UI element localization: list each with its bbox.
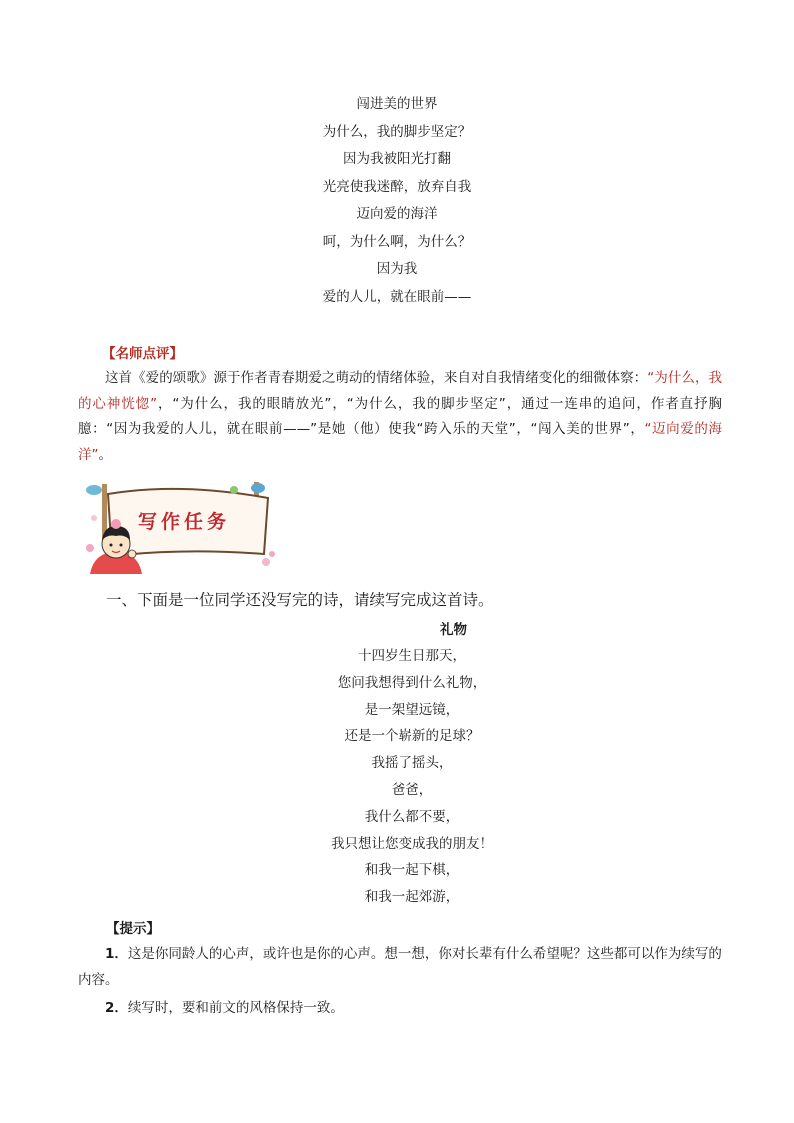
poem-line: 为什么，我的脚步坚定？ xyxy=(322,123,472,140)
teacher-comment-paragraph xyxy=(78,366,722,468)
comment-text: ， xyxy=(331,395,347,412)
poem-line: 我只想让您变成我的朋友！ xyxy=(331,835,493,852)
hint-item-1 xyxy=(78,942,722,993)
hints-heading: 【提示】 xyxy=(106,921,160,937)
teacher-comment-heading: 【名师点评】 xyxy=(102,346,183,362)
poem-line: 您问我想得到什么礼物， xyxy=(337,674,487,691)
comment-text: 这首《爱的颂歌》源于作者青春期爱之萌动的情绪体验，来自对自我情绪变化的细微体察： xyxy=(105,370,648,386)
poem-line: 呵，为什么啊，为什么？ xyxy=(322,233,472,250)
comment-text: “为什么，我的脚步坚定” xyxy=(346,395,506,412)
poem-line: 爸爸， xyxy=(391,781,433,798)
hint-item-2 xyxy=(105,996,344,1022)
comment-quote: “迈向爱的海洋” xyxy=(78,421,722,463)
comment-text: “闯入美的世界” xyxy=(530,421,630,437)
comment-text: “为什么，我的眼睛放光” xyxy=(172,395,332,412)
poem-line: 爱的人儿，就在眼前—— xyxy=(322,288,472,305)
poem-line: 因为我 xyxy=(376,261,418,277)
task-question: 一、下面是一位同学还没写完的诗，请续写完成这首诗。 xyxy=(106,591,494,609)
comment-text: ， xyxy=(629,421,645,437)
poem-title: 礼物 xyxy=(440,622,467,638)
poem-line: 我摇了摇头， xyxy=(371,755,453,772)
writing-task-banner xyxy=(80,478,276,574)
banner-title: 写作任务 xyxy=(137,511,231,533)
poem-line: 还是一个崭新的足球？ xyxy=(344,728,480,745)
poem-line: 光亮使我迷醉，放弃自我 xyxy=(322,178,472,195)
comment-quote: “为什么，我的心神恍惚” xyxy=(78,370,723,412)
poem-line: 我什么都不要， xyxy=(364,808,460,825)
comment-text: “跨入乐的天堂” xyxy=(416,421,516,437)
hint-text: 续写时，要和前文的风格保持一致。 xyxy=(127,1000,344,1016)
hint-number: 1． xyxy=(105,946,128,962)
poem-line: 闯进美的世界 xyxy=(356,96,438,112)
poem-line: 和我一起郊游， xyxy=(364,889,460,906)
poem-line: 和我一起下棋， xyxy=(364,862,460,879)
comment-text: ，通过一连串的追问，作者直抒胸臆： xyxy=(78,395,722,437)
poem-line: 是一架望远镜， xyxy=(364,701,460,718)
comment-text: ， xyxy=(515,421,531,437)
hint-number: 2． xyxy=(105,1000,128,1016)
comment-text: “因为我爱的人儿，就在眼前——” xyxy=(106,421,318,437)
comment-text: ， xyxy=(157,395,173,412)
comment-text: 。 xyxy=(98,446,112,463)
poem-line: 迈向爱的海洋 xyxy=(356,206,438,222)
poem-line: 十四岁生日那天， xyxy=(358,648,466,664)
poem-love-ode xyxy=(0,94,794,314)
poem-line: 因为我被阳光打翻 xyxy=(343,151,451,167)
hint-text: 这是你同龄人的心声，或许也是你的心声。想一想，你对长辈有什么希望呢？这些都可以作为续写的内容。 xyxy=(78,946,722,988)
signboard-girl-illustration xyxy=(80,478,276,574)
comment-text: 是她（他）使我 xyxy=(317,421,417,437)
